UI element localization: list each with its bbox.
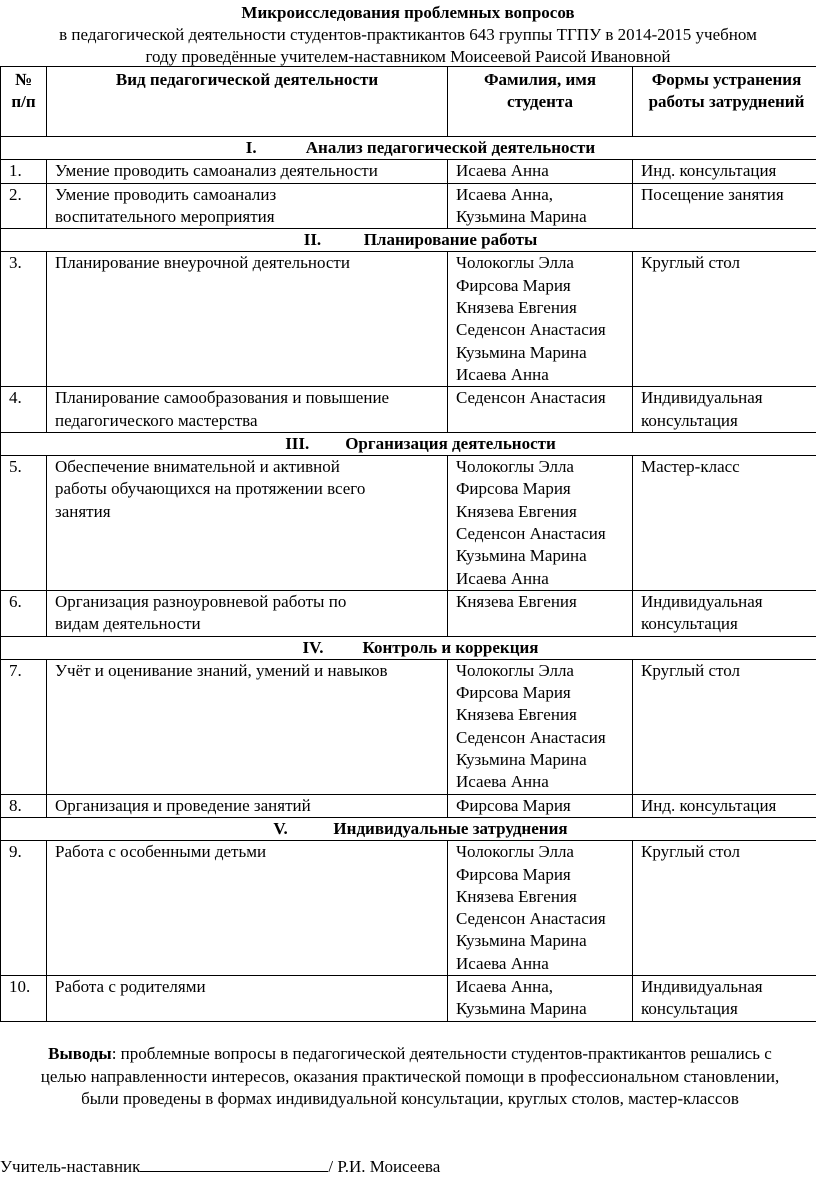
activity-line: Планирование внеурочной деятельности — [55, 253, 350, 273]
student-name: Фирсова Мария — [456, 275, 571, 295]
form-cell — [633, 456, 816, 591]
document-header — [0, 0, 816, 68]
section-number: II. — [303, 230, 322, 250]
row-number: 8. — [1, 794, 47, 817]
signature-line — [0, 1155, 440, 1177]
student-name: Фирсова Мария — [456, 479, 571, 499]
section-title: Индивидуальные затруднения — [333, 818, 568, 838]
activity-line: Планирование самообразования и повышение — [55, 388, 390, 408]
form-cell — [633, 975, 816, 1021]
row-number: 5. — [1, 456, 47, 591]
student-name: Исаева Анна — [456, 568, 549, 588]
activity-line: Организация разноуровневой работы по — [55, 591, 347, 611]
activity-line: видам деятельности — [55, 614, 201, 634]
table-body — [1, 137, 816, 1022]
student-name: Князева Евгения — [456, 591, 577, 611]
section-title: Контроль и коррекция — [362, 637, 539, 657]
form-line: консультация — [641, 614, 738, 634]
activity-cell — [47, 160, 448, 183]
student-name: Исаева Анна, — [456, 976, 553, 996]
activity-line: работы обучающихся на протяжении всего — [55, 479, 366, 499]
student-name: Кузьмина Марина — [456, 206, 587, 226]
student-name: Седенсон Анастасия — [456, 388, 606, 408]
conclusion-text: : проблемные вопросы в педагогической деятельности студентов-практикантов решались с целью направленности интересов, оказания практической помощи в профессиональном становлении, были проведены в формах индивидуальной консультации, круглых столов, мастер-классов — [40, 1044, 780, 1108]
activity-line: Работа с особенными детьми — [55, 842, 267, 862]
section-number: V. — [273, 818, 288, 838]
activity-cell — [47, 252, 448, 387]
row-number: 10. — [1, 975, 47, 1021]
student-name: Кузьмина Марина — [456, 546, 587, 566]
form-line: Индивидуальная — [641, 976, 763, 996]
conclusion-label: Выводы — [48, 1044, 112, 1063]
student-cell — [448, 590, 633, 636]
student-name: Кузьмина Марина — [456, 931, 587, 951]
student-name: Исаева Анна, — [456, 184, 553, 204]
student-name: Князева Евгения — [456, 886, 577, 906]
student-name: Кузьмина Марина — [456, 342, 587, 362]
row-number: 7. — [1, 659, 47, 794]
section-row — [1, 432, 816, 455]
section-title: Организация деятельности — [345, 433, 556, 453]
activity-cell — [47, 841, 448, 976]
form-line: Индивидуальная — [641, 591, 763, 611]
row-number: 2. — [1, 183, 47, 229]
activity-line: занятия — [55, 501, 111, 521]
row-number: 4. — [1, 387, 47, 433]
section-row — [1, 229, 816, 252]
activity-cell — [47, 456, 448, 591]
student-name: Седенсон Анастасия — [456, 909, 606, 929]
document-subtitle-line-2: году проведённые учителем-наставником Моисеевой Раисой Ивановной — [145, 47, 671, 66]
header-activity: Вид педагогической деятельности — [47, 67, 448, 137]
form-line: консультация — [641, 999, 738, 1019]
conclusion-paragraph — [30, 1043, 790, 1111]
section-number: IV. — [302, 637, 324, 657]
header-number: № п/п — [1, 67, 47, 137]
form-line: Инд. консультация — [641, 161, 777, 181]
student-cell — [448, 794, 633, 817]
activity-cell — [47, 590, 448, 636]
table-row — [1, 252, 816, 387]
form-line: Круглый стол — [641, 253, 740, 273]
form-cell — [633, 794, 816, 817]
activity-line: воспитательного мероприятия — [55, 206, 275, 226]
form-line: Мастер-класс — [641, 457, 740, 477]
signature-blank — [140, 1155, 328, 1172]
table-row — [1, 183, 816, 229]
student-name: Князева Евгения — [456, 501, 577, 521]
form-line: Посещение занятия — [641, 184, 784, 204]
section-number: III. — [285, 433, 310, 453]
table-row — [1, 975, 816, 1021]
student-name: Исаева Анна — [456, 161, 549, 181]
student-name: Князева Евгения — [456, 298, 577, 318]
student-name: Фирсова Мария — [456, 795, 571, 815]
activity-cell — [47, 387, 448, 433]
student-name: Чолокоглы Элла — [456, 457, 574, 477]
activity-cell — [47, 183, 448, 229]
student-name: Исаева Анна — [456, 953, 549, 973]
table-row — [1, 590, 816, 636]
student-name: Кузьмина Марина — [456, 999, 587, 1019]
row-number: 1. — [1, 160, 47, 183]
activity-cell — [47, 794, 448, 817]
section-row — [1, 636, 816, 659]
signature-label: Учитель-наставник — [0, 1157, 141, 1176]
header-student: Фамилия, имя студента — [448, 67, 633, 137]
section-number: I. — [245, 138, 257, 157]
form-cell — [633, 160, 816, 183]
section-title-cell — [1, 636, 816, 659]
student-name: Исаева Анна — [456, 364, 549, 384]
header-forms: Формы устранения работы затруднений — [633, 67, 816, 137]
student-name: Кузьмина Марина — [456, 750, 587, 770]
student-cell — [448, 975, 633, 1021]
row-number: 6. — [1, 590, 47, 636]
table-row — [1, 160, 816, 183]
student-name: Фирсова Мария — [456, 683, 571, 703]
activity-line: Учёт и оценивание знаний, умений и навыков — [55, 660, 388, 680]
table-row — [1, 387, 816, 433]
section-title-cell — [1, 432, 816, 455]
student-cell — [448, 659, 633, 794]
signature-name: / Р.И. Моисеева — [328, 1157, 441, 1176]
student-name: Чолокоглы Элла — [456, 253, 574, 273]
form-line: консультация — [641, 410, 738, 430]
table-row — [1, 456, 816, 591]
student-cell — [448, 387, 633, 433]
student-name: Седенсон Анастасия — [456, 524, 606, 544]
form-cell — [633, 590, 816, 636]
form-cell — [633, 387, 816, 433]
section-title-cell — [1, 817, 816, 840]
row-number: 3. — [1, 252, 47, 387]
section-title-cell — [1, 229, 816, 252]
section-title-cell — [1, 137, 816, 160]
student-name: Чолокоглы Элла — [456, 842, 574, 862]
activity-line: Умение проводить самоанализ деятельности — [55, 161, 378, 181]
student-cell — [448, 841, 633, 976]
form-line: Индивидуальная — [641, 388, 763, 408]
section-title: Анализ педагогической деятельности — [305, 138, 596, 157]
student-name: Фирсова Мария — [456, 864, 571, 884]
activity-cell — [47, 975, 448, 1021]
activity-line: Работа с родителями — [55, 976, 206, 996]
student-name: Седенсон Анастасия — [456, 727, 606, 747]
student-cell — [448, 183, 633, 229]
table-row — [1, 659, 816, 794]
table-header-row — [1, 67, 816, 137]
student-cell — [448, 252, 633, 387]
form-cell — [633, 252, 816, 387]
document-title: Микроисследования проблемных вопросов — [241, 3, 575, 22]
activity-line: педагогического мастерства — [55, 410, 258, 430]
student-name: Седенсон Анастасия — [456, 320, 606, 340]
activity-line: Организация и проведение занятий — [55, 795, 311, 815]
table-row — [1, 841, 816, 976]
section-row — [1, 137, 816, 160]
form-line: Инд. консультация — [641, 795, 777, 815]
form-line: Круглый стол — [641, 660, 740, 680]
activity-line: Умение проводить самоанализ — [55, 184, 277, 204]
section-title: Планирование работы — [363, 230, 538, 250]
form-line: Круглый стол — [641, 842, 740, 862]
student-name: Чолокоглы Элла — [456, 660, 574, 680]
row-number: 9. — [1, 841, 47, 976]
student-name: Князева Евгения — [456, 705, 577, 725]
document-subtitle-line-1: в педагогической деятельности студентов-практикантов 643 группы ТГПУ в 2014-2015 учебном — [59, 25, 757, 44]
activity-line: Обеспечение внимательной и активной — [55, 457, 340, 477]
student-cell — [448, 160, 633, 183]
activity-cell — [47, 659, 448, 794]
table-row — [1, 794, 816, 817]
form-cell — [633, 841, 816, 976]
section-row — [1, 817, 816, 840]
form-cell — [633, 659, 816, 794]
student-cell — [448, 456, 633, 591]
student-name: Исаева Анна — [456, 772, 549, 792]
form-cell — [633, 183, 816, 229]
research-table — [0, 66, 816, 1022]
